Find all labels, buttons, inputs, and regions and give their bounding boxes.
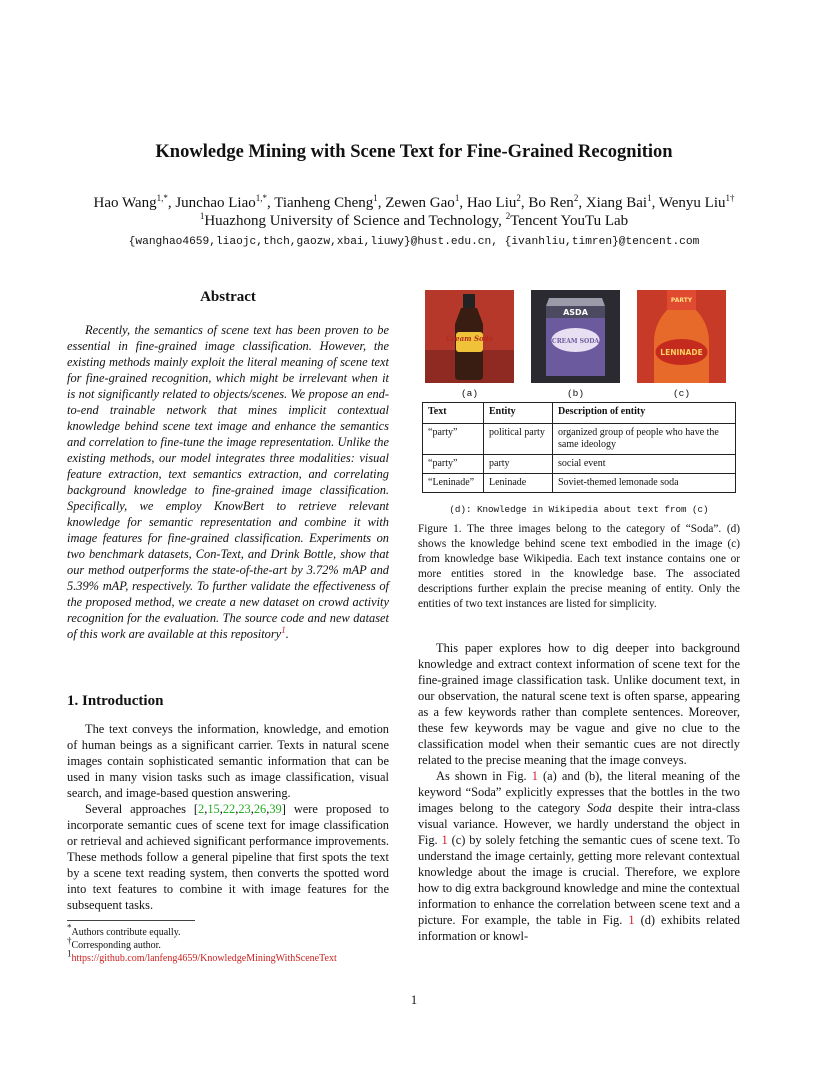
table-row <box>423 474 736 493</box>
text: ] were proposed to incorporate semantic cues of scene text for image classification or retrieval and achieved significant performance improvements. These methods follow a general pipeline that first spots the text by a scene text reading system, then converts the spotted word into text features to combine it with image features for the subsequent tasks. <box>67 802 389 912</box>
photo-label-text: CREAM SODA <box>551 338 600 345</box>
table-header-entity: Entity <box>484 403 553 424</box>
table-cell: “party” <box>423 455 484 474</box>
table-header-description: Description of entity <box>553 403 736 424</box>
citation-link[interactable]: 2 <box>198 802 205 816</box>
abstract-text <box>67 322 389 642</box>
author: Wenyu Liu <box>658 195 726 211</box>
citation-link[interactable]: 39 <box>269 802 282 816</box>
knowledge-table <box>422 402 736 493</box>
table-cell: party <box>484 455 553 474</box>
figure-ref-link[interactable]: 1 <box>441 833 448 847</box>
author-list: Hao Wang$^{1,*}$, Junchao Liao$^{1,*}$, Tianheng Cheng$^1$, Zewen Gao$^1$, Hao Liu$^2$, Bo Ren$^2$, Xiang Bai$^1$, Wenyu Liu$^{1\dagger}$ <box>93 193 735 211</box>
author: Zewen Gao <box>385 195 455 211</box>
abstract-end: . <box>285 627 289 641</box>
footnote-text: Corresponding author. <box>71 940 161 951</box>
table-cell: political party <box>484 424 553 455</box>
footnote-text: Authors contribute equally. <box>71 927 181 938</box>
introduction-heading: 1. Introduction <box>67 693 164 709</box>
affiliation-2: Tencent YouTu Lab <box>510 213 629 229</box>
footnotes <box>67 922 397 965</box>
photo-leninade-bottle <box>637 290 726 383</box>
affiliation-1: Huazhong University of Science and Technology, <box>204 213 506 229</box>
intro-paragraph-1: The text conveys the information, knowledge, and emotion of human beings as a significant carrier. Texts in natural scene images contain sophisticated semantic information that can be used in many vision tasks such as image classification, visual search, and image-based question answering. <box>67 722 389 800</box>
author: Bo Ren <box>528 195 574 211</box>
table-cell: organized group of people who have the same ideology <box>553 424 736 455</box>
repository-link[interactable]: https://github.com/lanfeng4659/KnowledgeMiningWithSceneText <box>71 953 337 964</box>
image-label-a: (a) <box>460 388 479 399</box>
author-sup: 1 <box>454 193 460 203</box>
table-cell: “party” <box>423 424 484 455</box>
paper-title: Knowledge Mining with Scene Text for Fine-Grained Recognition <box>155 142 673 162</box>
table-header-row <box>423 403 736 424</box>
citation-link[interactable]: 22 <box>222 802 236 816</box>
author-emails: {wanghao4659,liaojc,thch,gaozw,xbai,liuwy}@hust.edu.cn, {ivanhliu,timren}@tencent.com <box>128 236 700 248</box>
author: Xiang Bai <box>585 195 648 211</box>
author-sup: 2 <box>573 193 579 203</box>
image-label-b: (b) <box>566 388 585 399</box>
table-cell: Leninade <box>484 474 553 493</box>
footnote-mark: * <box>67 922 72 933</box>
table-caption: (d): Knowledge in Wikipedia about text from (c) <box>449 504 709 515</box>
abstract-body: Recently, the semantics of scene text has been proven to be essential in fine-grained image classification. However, the existing methods mainly exploit the literal meaning of scene text for fine-grained recognition, which might be irrelevant when it is not significantly related to objects/scenes. We propose an end-to-end trainable network that mines implicit contextual knowledge behind scene text image and enhance the semantics and correlation to fine-tune the image representation. Unlike the existing methods, our model integrates three modalities: visual feature extraction, text semantics extraction, and correlating background knowledge to fine-grained image classification. Specifically, we employ KnowBert to retrieve relevant knowledge for semantic representation and combine it with image features for fine-grained classification. Experiments on two benchmark datasets, Con-Text, and Drink Bottle, show that our method outperforms the state-of-the-art by 3.72% mAP and 5.39% mAP, respectively. To further validate the effectiveness of the proposed method, we create a new dataset on crowd activity recognition for the evaluation. The source code and new dataset of this work are available at this repository <box>67 323 389 641</box>
right-column-body <box>418 640 740 944</box>
footnote-rule <box>67 920 195 921</box>
footnote-2 <box>67 935 397 952</box>
image-label-c: (c) <box>672 388 691 399</box>
intro-paragraph-2: Several approaches [2,15,22,23,26,39] were proposed to incorporate semantic cues of scene text for image classification or retrieval and achieved significant performance improvements. These methods follow a general pipeline that first spots the text by a scene text reading system, then converts the spotted word into text features to combine it with image features for the subsequent tasks. <box>67 802 389 912</box>
emphasis-text: Soda <box>586 801 612 815</box>
abstract-heading: Abstract <box>200 289 256 305</box>
abstract-section <box>67 322 389 642</box>
photo-brand-text: ASDA <box>563 308 588 317</box>
author-sup: 1,* <box>255 193 267 203</box>
figure-caption: Figure 1. The three images belong to the category of “Soda”. (d) shows the knowledge behind scene text embodied in the image (c) from knowledge base Wikipedia. Each text instance contains one or more entities stored in the knowledge base. The associated descriptions further explain the precise meaning of entity. Only the entities of two text instances are listed for simplicity. <box>418 523 740 610</box>
citation-link[interactable]: 26 <box>253 802 267 816</box>
table-row <box>423 455 736 474</box>
text: As shown in Fig. <box>436 769 532 783</box>
footnote-mark: 1 <box>67 948 72 959</box>
body-paragraph-2 <box>418 768 740 944</box>
photo-label-text: Cream Soda <box>445 334 494 343</box>
text: Several approaches [ <box>85 802 199 816</box>
citation-link[interactable]: 15 <box>207 802 220 816</box>
citation-link[interactable]: 23 <box>238 802 251 816</box>
footnote-link[interactable]: 1 <box>281 624 286 635</box>
footnote-1 <box>67 922 397 939</box>
page-number: 1 <box>410 993 418 1007</box>
table-row <box>423 424 736 455</box>
footnote-mark: † <box>67 935 72 946</box>
author-sup: 1 <box>647 193 652 203</box>
photo-cream-soda-bottle <box>425 290 514 383</box>
figure-ref-link[interactable]: 1 <box>531 769 538 783</box>
photo-asda-can <box>531 290 620 383</box>
text: (a) and (b), the literal meaning of the keyword “Soda” explicitly expresses that the bottles in the two images belong to the category <box>418 769 740 815</box>
text: (d) exhibits related information or knowl- <box>418 913 740 943</box>
body-paragraph-1: This paper explores how to dig deeper into background knowledge and extract context information of scene text for the fine-grained image classification task. Unlike document text, in our observation, the natural scene text is often sparse, appearing as a few keywords rather than complete sentences. Moreover, these few keywords may be vague and give no clue to the classification model when their semantic cues are not directly related to the precise meaning that the image conveys. <box>418 641 740 767</box>
table-cell: “Leninade” <box>423 474 484 493</box>
introduction-section <box>67 721 389 913</box>
footnote-3 <box>67 948 397 965</box>
author-sup: 1 <box>373 193 378 203</box>
author-sup: 1† <box>725 193 735 203</box>
figure-ref-link[interactable]: 1 <box>628 913 635 927</box>
photo-top-text: PARTY <box>670 297 693 304</box>
affil-sup: 1 <box>199 211 205 221</box>
affiliations <box>0 213 828 230</box>
text: (c) by solely fetching the semantic cues of scene text. To understand the image certainly, getting more relevant contextual knowledge about the image is crucial. Therefore, we explore how to dig extra background knowledge and mine the contextual information to enhance the correlation between scene text and a picture. For example, the table in Fig. <box>418 833 740 927</box>
author-sup: 2 <box>516 193 521 203</box>
table-cell: social event <box>553 455 736 474</box>
table-header-text: Text <box>423 403 484 424</box>
table-cell: Soviet-themed lemonade soda <box>553 474 736 493</box>
author-sup: 1,* <box>156 193 168 203</box>
author: Tianheng Cheng <box>274 195 374 211</box>
text: despite their intra-class visual variance. However, we hardly understand the object in Fig. <box>418 801 740 847</box>
author: Hao Liu <box>466 195 517 211</box>
author: Junchao Liao <box>175 195 256 211</box>
author: Hao Wang <box>93 195 157 211</box>
affil-sup: 2 <box>505 211 511 221</box>
photo-label-text: LENINADE <box>660 348 703 357</box>
